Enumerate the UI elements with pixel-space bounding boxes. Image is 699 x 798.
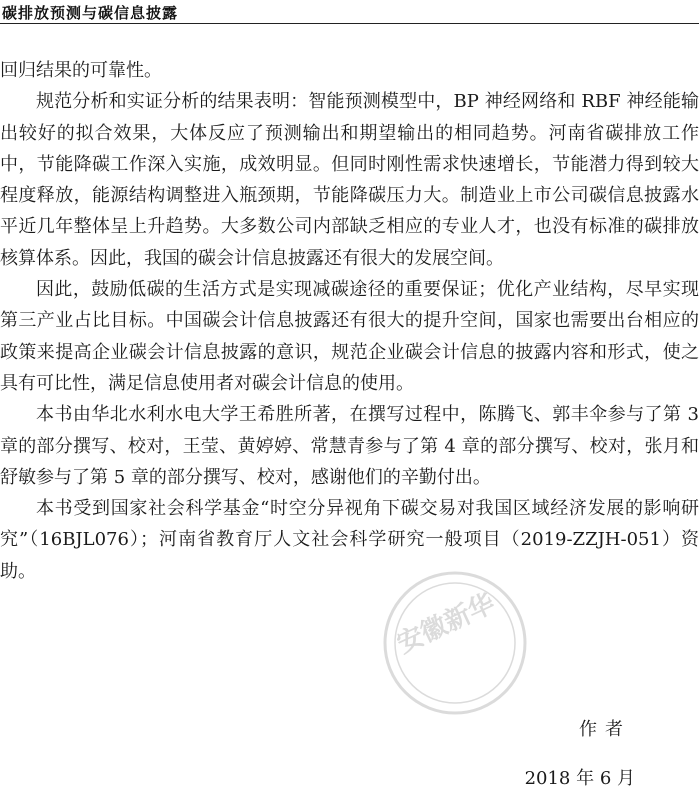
author-signature: 作者 [579, 719, 631, 740]
watermark-stamp [380, 568, 530, 718]
body-text [0, 55, 699, 587]
running-header-title: 碳排放预测与碳信息披露 [2, 4, 179, 22]
stamp-outer-ring [385, 573, 525, 713]
paragraph-acknowledgements: 本书由华北水利水电大学王希胜所著，在撰写过程中，陈腾飞、郭丰伞参与了第 3 章的部分撰写、校对，王莹、黄婷婷、常慧青参与了第 4 章的部分撰写、校对，张月和舒敏参与了第 5 章的部分撰写、校对，感谢他们的辛勤付出。 [0, 404, 699, 488]
running-header [0, 0, 699, 24]
paragraph-findings: 规范分析和实证分析的结果表明：智能预测模型中，BP 神经网络和 RBF 神经能输出较好的拟合效果，大体反应了预测输出和期望输出的相同趋势。河南省碳排放工作中，节能降碳工作深入实施，成效明显。但同时刚性需求快速增长，节能潜力得到较大程度释放，能源结构调整进入瓶颈期，节能降碳压力大。制造业上市公司碳信息披露水平近几年整体呈上升趋势。大多数公司内部缺乏相应的专业人才，也没有标准的碳排放核算体系。因此，我国的碳会计信息披露还有很大的发展空间。 [0, 91, 699, 269]
stamp-inner-ring [392, 583, 515, 703]
paragraph-funding: 本书受到国家社会科学基金“时空分异视角下碳交易对我国区域经济发展的影响研究”（16BJL076）；河南省教育厅人文社会科学研究一般项目（2019-ZZJH-051）资助。 [0, 498, 699, 582]
signature-date: 2018 年 6 月 [524, 768, 635, 789]
stamp-text: 安徽新华 [392, 588, 500, 660]
paragraph-continuation: 回归结果的可靠性。 [0, 60, 162, 81]
header-divider [0, 23, 699, 24]
paragraph-recommendations: 因此，鼓励低碳的生活方式是实现减碳途径的重要保证；优化产业结构，尽早实现第三产业占比目标。中国碳会计信息披露还有很大的提升空间，国家也需要出台相应的政策来提高企业碳会计信息披露的意识，规范企业碳会计信息的披露内容和形式，使之具有可比性，满足信息使用者对碳会计信息的使用。 [0, 279, 699, 394]
